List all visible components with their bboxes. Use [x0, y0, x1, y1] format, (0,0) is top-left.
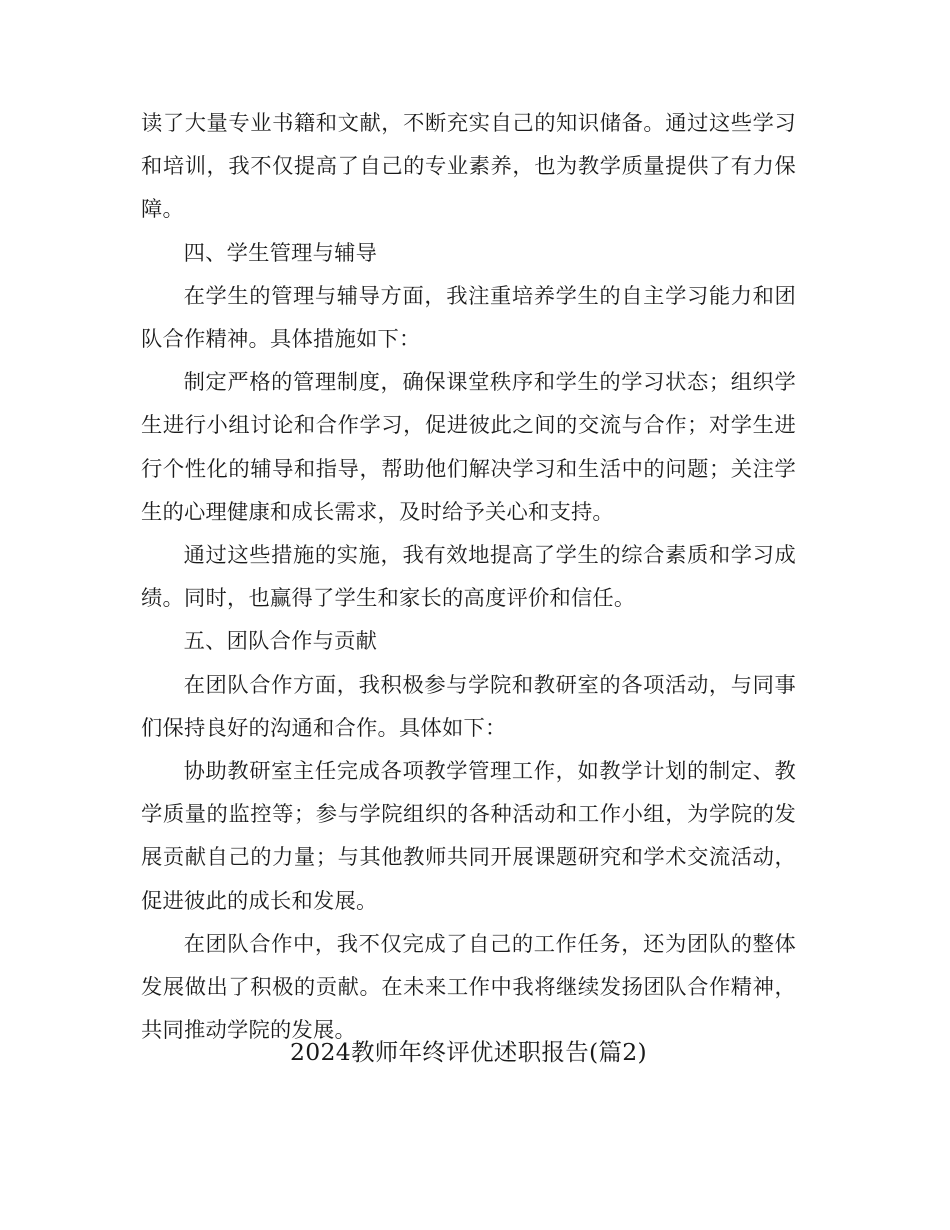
paragraph-student-management-measures: 制定严格的管理制度，确保课堂秩序和学生的学习状态；组织学生进行小组讨论和合作学习，促进彼此之间的交流与合作；对学生进行个性化的辅导和指导，帮助他们解决学习和生活中的问题；关注学生的心理健康和成长需求，及时给予关心和支持。 [141, 370, 796, 525]
paragraph-continuation: 读了大量专业书籍和文献，不断充实自己的知识储备。通过这些学习和培训，我不仅提高了自己的专业素养，也为教学质量提供了有力保障。 [141, 111, 796, 223]
section-heading-5: 五、团队合作与贡献 [183, 629, 378, 655]
paragraph-teamwork-intro: 在团队合作方面，我积极参与学院和教研室的各项活动，与同事们保持良好的沟通和合作。具体如下： [141, 672, 796, 741]
paragraph-student-management-results: 通过这些措施的实施，我有效地提高了学生的综合素质和学习成绩。同时，也赢得了学生和家长的高度评价和信任。 [141, 543, 796, 612]
paragraph-teamwork-summary: 在团队合作中，我不仅完成了自己的工作任务，还为团队的整体发展做出了积极的贡献。在未来工作中我将继续发扬团队合作精神，共同推动学院的发展。 [141, 931, 796, 1044]
section-heading-4: 四、学生管理与辅导 [183, 240, 378, 266]
document-body [141, 102, 796, 1052]
next-report-title: 2024教师年终评优述职报告(篇2) [290, 1038, 647, 1066]
paragraph-teamwork-details: 协助教研室主任完成各项教学管理工作，如教学计划的制定、教学质量的监控等；参与学院组织的各种活动和工作小组，为学院的发展贡献自己的力量；与其他教师共同开展课题研究和学术交流活动，促进彼此的成长和发展。 [141, 759, 796, 914]
paragraph-student-management-intro: 在学生的管理与辅导方面，我注重培养学生的自主学习能力和团队合作精神。具体措施如下： [141, 283, 796, 353]
